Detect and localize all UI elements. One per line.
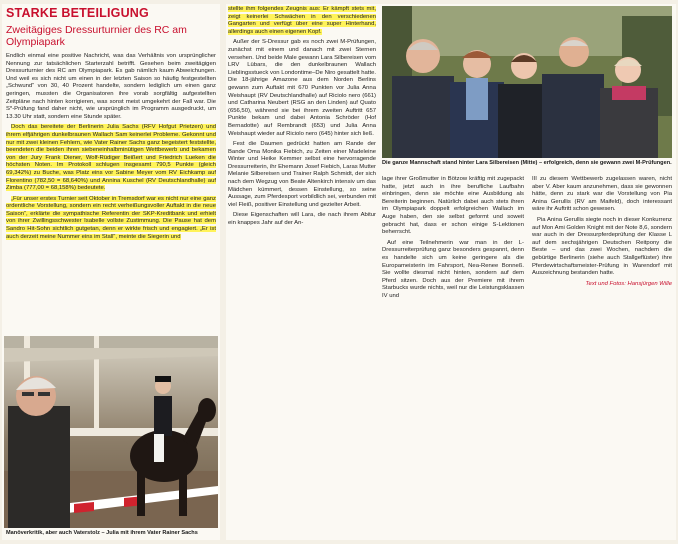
photo-team bbox=[382, 6, 672, 158]
photo-left-caption: Manöverkritik, aber auch Vaterstolz – Julia mit ihrem Vater Rainer Sachs bbox=[6, 530, 198, 536]
left-page bbox=[2, 4, 220, 540]
lower-text-column-a bbox=[382, 176, 524, 338]
article-title: STARKE BETEILIGUNG bbox=[6, 6, 149, 20]
highlighted-text: Doch das bereitete der Berlinerin Julia Sachs (RFV Hofgut Prietzen) und ihrem elfjährigen dunkelbraunen Wallach Sam keinerlei Probleme. Gekonnt und nur mit zwei kleinen Fehlern, wie Vater Rainer Sachs ganz begeistert feststellte, beendeten die beiden ihren siebeneinhalbminütigen Wettbewerb und bekamen von der Jury Frank Diener, Wolf-Rüdiger Beißert und Friedrich Lueken die höchsten Noten. Im Protokoll schlugen insgesamt 790,5 Punkte (gleich 69,342%) zu Buche, was Platz eins vor Sabine Meyer vom RV Eichkamp auf Florentino (782,50 = 68,640%) und Annina Kuschel (RV Deutschlandhalle) auf Zimba (777,00 = 68,158%) bedeutete. bbox=[6, 124, 216, 192]
middle-text-column bbox=[228, 6, 376, 332]
highlighted-text: stellte ihm folgendes Zeugnis aus: Er kämpft stets mit, zeigt keinerlei Schwächen in den verschiedenen Gangarten und verfügt über eine super Hinterhand, allerdings auch einen eigenen Kopf. bbox=[228, 6, 376, 35]
paragraph: Außer der S-Dressur gab es noch zwei M-Prüfungen, zunächst mit einem und danach mit zwei Sternen versehen. Und beide Male gewann Lara Silbereisen vom LRV Lübars, die den dunkelbraunen Wallach Lieblingsstueck von Londontime–De Niro gesattelt hatte. Die 18-jährige Amazone aus dem Norden Berlins gewann zum Auftakt mit 670 Punkten vor Julia Anna Weishaupt (RV Deutschlandhalle) auf Riciolo nero (661) und Catharina Neubert (RSG an den Linden) auf Quato (656,50), während sie bei ihrem zweiten Auftritt 657 Punkte bekam und dabei Antonia Schröder (Hof Bernadotte) auf Rembrandt (653) und Julia Anna Weishaupt wieder auf Riciolo nero (645) hinter sich ließ. bbox=[228, 39, 376, 137]
paragraph: Auf eine Teilnehmerin war man in der L-Dressurreiterprüfung ganz besonders gespannt, denn es handelte sich um keine geringere als die Europameisterin im Fahrsport, Nea-Renee Bonneß. Sie wollte diesmal nicht hinten, sondern auf dem Pferd sitzen. Doch aus der Premiere mit ihrem Starbucks wurde nichts, weil nur die Leistungsklassen IV und bbox=[382, 239, 524, 299]
photo-right-caption: Die ganze Mannschaft stand hinter Lara Silbereisen (Mitte) – erfolgreich, denn sie gewann zwei M-Prüfungen. bbox=[382, 160, 672, 166]
photo-julia-and-father bbox=[4, 336, 218, 528]
paragraph bbox=[6, 196, 216, 242]
paragraph: Endlich einmal eine positive Nachricht, was das Verhältnis von ursprünglicher Nennung zur tatsächlichen Starterzahl betrifft. Gesehen beim zweitägigen Dressurturnier des RC am Olympiapark. Es gab nämlich kaum Abweichungen. Und weil es sich nicht um einen in der letzten Saison so häufig festgestellten „Schwund“ von 30, 40 Prozent handelte, sondern lediglich um einen ganz geringen, mussten die Organisatoren ihre vorab sorgfältig aufgestellten Zeitpläne nach hinten korrigieren, was sonst meist umgekehrt der Fall war. Die S*-Prüfung fand daher nicht, wie ursprünglich im Programm ausgedruckt, um 13.30 Uhr statt, sondern eine Stunde später. bbox=[6, 53, 216, 120]
left-text-column bbox=[6, 53, 216, 331]
right-page bbox=[226, 4, 676, 540]
photo-team-image bbox=[382, 6, 672, 158]
paragraph: Pia Anina Gerullis siegte noch in dieser Konkurrenz auf Mon Ami Golden Knight mit der Note 8,6, sondern war auch in der Dressurpferdeprüfung der Klasse L auf dem sechsjährigen Deutschen Reitpony die Beste – und das zwei Wochen, nachdem die gebürtige Berlinerin (siehe auch Stallgeflüster) ihre Pferdewirtschaftsmeister-Prüfung in Warendorf mit Auszeichnung bestanden hatte. bbox=[532, 216, 672, 277]
photo-credit: Text und Fotos: Hansjürgen Wille bbox=[585, 280, 672, 287]
article-subtitle: Zweitägiges Dressurturnier des RC am Olympiapark bbox=[6, 24, 187, 48]
paragraph: lage ihrer Großmutter in Bötzow kräftig mit zugepackt hatte, jetzt auch in ihre berufliche Laufbahn einbringen, denn sie möchte eine Ausbildung als Bereiterin beginnen. Natürlich dabei auch stets ihren im Olympiapark doppelt erfolgreichen Wallach im Auge haben, den sie selbst geformt und soweit gebracht hat, dass er schon einige S-Lektionen beherrscht. bbox=[382, 176, 524, 236]
highlighted-text: „Für unser erstes Turnier seit Oktober in Tremsdorf war es nicht nur eine ganz ordentliche Vorstellung, sondern ein recht verheißungsvoller Auftakt in die neue Saison“, erklärte die sympathische Referentin der SKP-Kreditbank und erhielt von ihrer Zwillingsschwester Isabelle vollste Zustimmung. Die Pause hat dem Sandro Hit-Sohn sichtlich gutgetan, denn er wirkte frisch und engagiert. „Er ist auch derzeit meine Nummer eins im Stall“, meinte die Siegerin und bbox=[6, 195, 216, 240]
paragraph bbox=[6, 124, 216, 192]
paragraph: Fest die Daumen gedrückt hatten am Rande der Bande Oma Monika Fiebich, zu Zeiten einer Madeleine Winter und Heike Kemmer selbst eine hervorragende Dressurreiterin, ihr Ehemann Josef Fiebich, Laras Mutter Melanie Silbereisen und Trainer Ralph Schmidt, der sich nach dem Wegzug von Beate Altenkirch intensiv um das Mädchen kümmert, dessen Einstellung, so seine Aussage, zum Pferdesport vorbildlich sei, verbunden mit viel Fleiß, positiver Einstellung und gezielter Arbeit. bbox=[228, 141, 376, 208]
lower-text-column-b bbox=[532, 176, 672, 338]
paragraph: Diese Eigenschaften will Lara, die nach ihrem Abitur ein knappes Jahr auf der An- bbox=[228, 212, 376, 227]
paragraph bbox=[228, 6, 376, 36]
photo-julia-and-father-image bbox=[4, 336, 218, 528]
paragraph: III zu diesem Wettbewerb zugelassen waren, nicht aber V. Aber kaum anzunehmen, dass sie gewonnen hätte, denn zu stark war die Vorstellung von Pia Anina Gerullis (RV am Maifeld), doch interessant wäre ihr Auftritt schon gewesen. bbox=[532, 176, 672, 213]
photo-credit-line bbox=[532, 281, 672, 289]
